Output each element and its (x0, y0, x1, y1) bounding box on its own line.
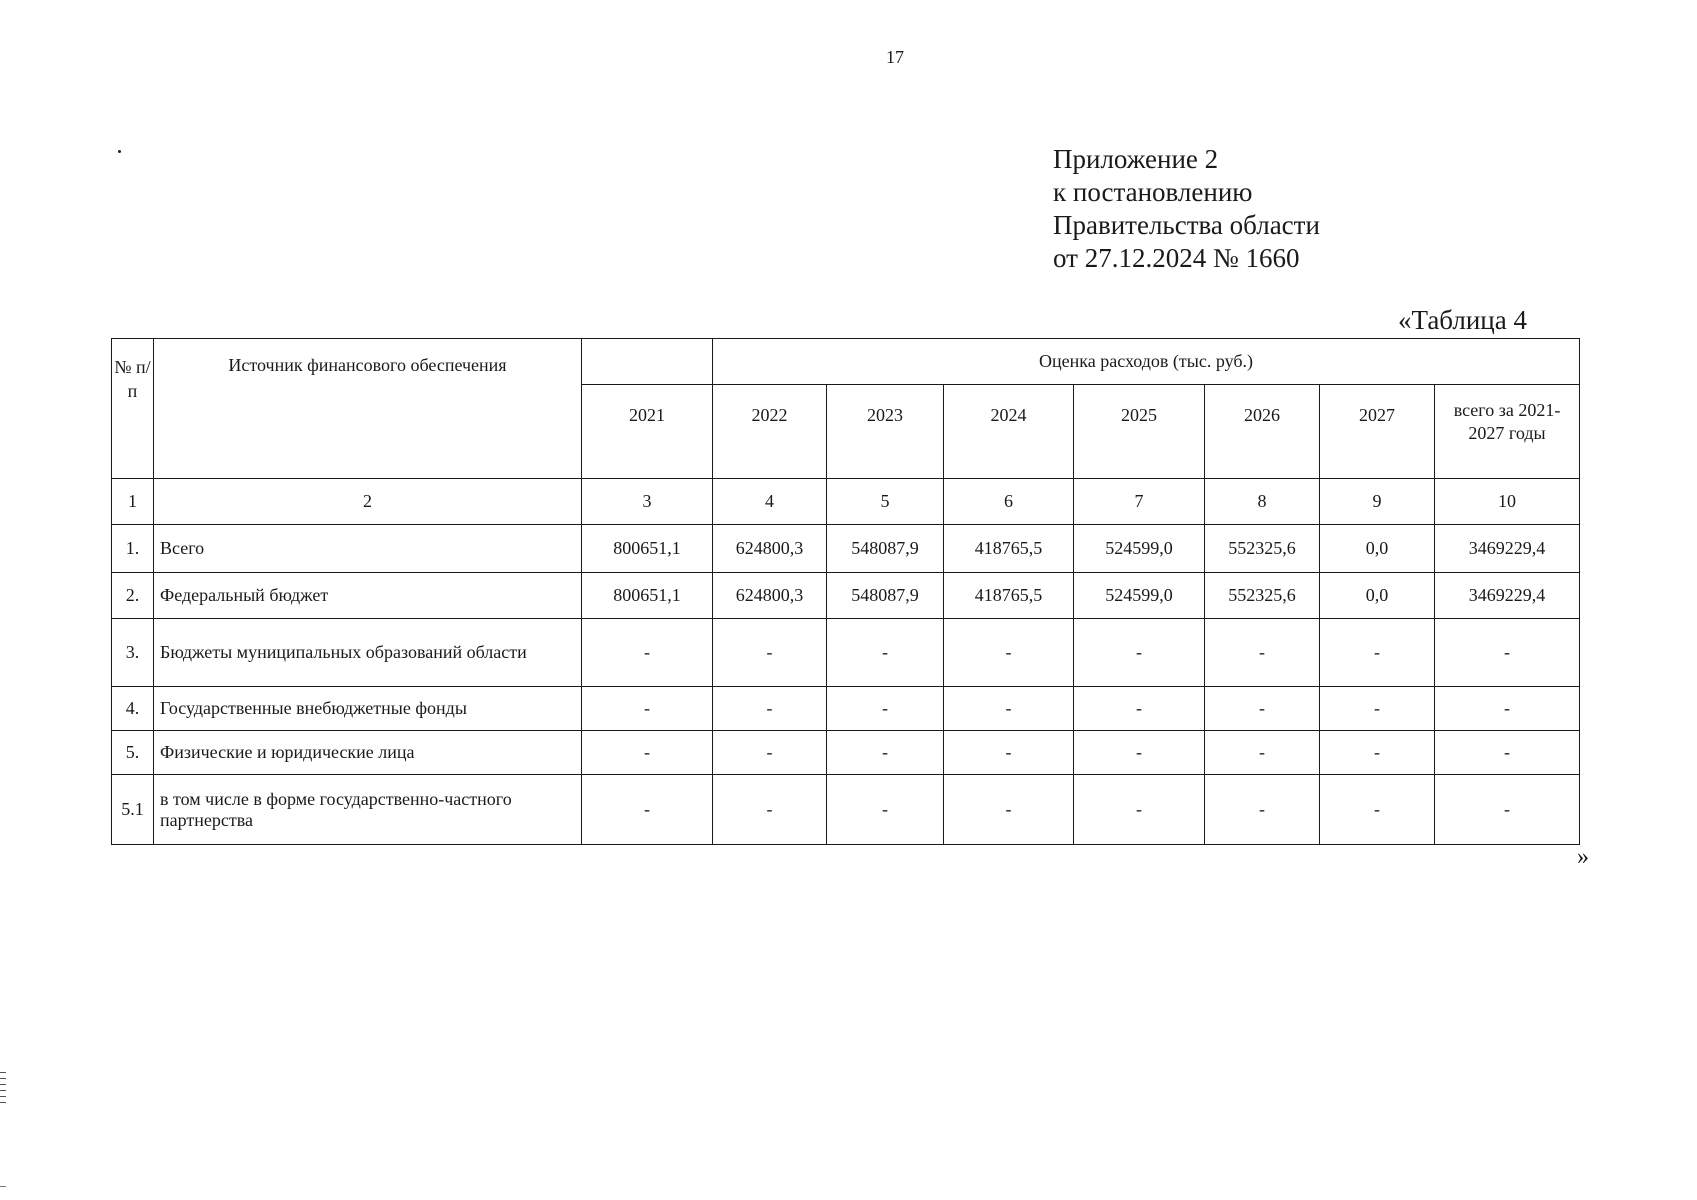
margin-ticks (0, 1072, 6, 1108)
closing-quote: » (1577, 844, 1589, 870)
year-header: 2027 (1320, 385, 1435, 479)
total-header: всего за 2021-2027 годы (1435, 385, 1580, 479)
row-number: 2. (112, 573, 154, 619)
row-value: - (1320, 731, 1435, 775)
year-header: 2021 (582, 385, 713, 479)
row-value: - (944, 775, 1074, 845)
row-source: Бюджеты муниципальных образований области (154, 619, 582, 687)
row-number: 5.1 (112, 775, 154, 845)
year-header: 2026 (1205, 385, 1320, 479)
row-value: - (1074, 619, 1205, 687)
row-source: Федеральный бюджет (154, 573, 582, 619)
row-value: - (582, 687, 713, 731)
table-label: «Таблица 4 (1398, 305, 1527, 335)
row-value: 800651,1 (582, 573, 713, 619)
table-row (112, 775, 1580, 845)
stray-dot (118, 150, 121, 153)
row-value: 418765,5 (944, 525, 1074, 573)
index-cell: 2 (154, 479, 582, 525)
row-number: 1. (112, 525, 154, 573)
row-source: Физические и юридические лица (154, 731, 582, 775)
row-value: - (1205, 687, 1320, 731)
row-value: - (582, 775, 713, 845)
row-value: - (827, 775, 944, 845)
row-value: - (713, 775, 827, 845)
row-value: - (1320, 687, 1435, 731)
row-value: - (827, 687, 944, 731)
row-value: - (1435, 687, 1580, 731)
row-value: 524599,0 (1074, 525, 1205, 573)
row-value: - (1205, 775, 1320, 845)
row-value: - (944, 619, 1074, 687)
index-cell: 5 (827, 479, 944, 525)
appendix-heading (1053, 143, 1320, 275)
row-value: - (713, 619, 827, 687)
year-header: 2023 (827, 385, 944, 479)
row-value: 524599,0 (1074, 573, 1205, 619)
table-row (112, 573, 1580, 619)
row-value: 624800,3 (713, 525, 827, 573)
index-cell: 8 (1205, 479, 1320, 525)
row-value: 0,0 (1320, 525, 1435, 573)
page-number: 17 (886, 47, 904, 67)
row-value: - (1074, 687, 1205, 731)
year-header: 2024 (944, 385, 1074, 479)
appendix-line-1: Приложение 2 (1053, 144, 1219, 174)
table-row (112, 525, 1580, 573)
row-value: - (1435, 731, 1580, 775)
row-source: Государственные внебюджетные фонды (154, 687, 582, 731)
header-estimate: Оценка расходов (тыс. руб.) (713, 339, 1580, 385)
row-value: - (713, 731, 827, 775)
row-value: 624800,3 (713, 573, 827, 619)
row-number: 3. (112, 619, 154, 687)
row-value: 548087,9 (827, 525, 944, 573)
row-number: 4. (112, 687, 154, 731)
table-row (112, 619, 1580, 687)
index-cell: 4 (713, 479, 827, 525)
header-source: Источник финансового обеспечения (154, 339, 582, 479)
row-value: - (944, 731, 1074, 775)
row-value: - (582, 619, 713, 687)
row-value: - (827, 731, 944, 775)
row-value: 0,0 (1320, 573, 1435, 619)
financing-table (111, 338, 1580, 845)
table-row (112, 687, 1580, 731)
table-row (112, 731, 1580, 775)
header-num: № п/п (112, 339, 154, 479)
row-value: - (1074, 731, 1205, 775)
row-value: 552325,6 (1205, 573, 1320, 619)
row-source: Всего (154, 525, 582, 573)
year-header: 2022 (713, 385, 827, 479)
row-value: - (1435, 619, 1580, 687)
row-value: - (1205, 731, 1320, 775)
row-value: - (1074, 775, 1205, 845)
index-row (112, 479, 1580, 525)
row-value: - (827, 619, 944, 687)
row-number: 5. (112, 731, 154, 775)
row-value: 3469229,4 (1435, 525, 1580, 573)
row-value: - (582, 731, 713, 775)
appendix-line-4: от 27.12.2024 № 1660 (1053, 243, 1300, 273)
row-value: - (1435, 775, 1580, 845)
row-value: 800651,1 (582, 525, 713, 573)
index-cell: 10 (1435, 479, 1580, 525)
row-value: - (1320, 775, 1435, 845)
index-cell: 7 (1074, 479, 1205, 525)
index-cell: 1 (112, 479, 154, 525)
header-blank (582, 339, 713, 385)
year-header: 2025 (1074, 385, 1205, 479)
index-cell: 9 (1320, 479, 1435, 525)
row-value: - (944, 687, 1074, 731)
appendix-line-2: к постановлению (1053, 177, 1253, 207)
row-value: 552325,6 (1205, 525, 1320, 573)
row-value: - (1320, 619, 1435, 687)
row-source: в том числе в форме государственно-частного партнерства (154, 775, 582, 845)
margin-mark (0, 1186, 6, 1187)
row-value: 418765,5 (944, 573, 1074, 619)
index-cell: 3 (582, 479, 713, 525)
row-value: - (713, 687, 827, 731)
row-value: - (1205, 619, 1320, 687)
row-value: 548087,9 (827, 573, 944, 619)
index-cell: 6 (944, 479, 1074, 525)
row-value: 3469229,4 (1435, 573, 1580, 619)
appendix-line-3: Правительства области (1053, 210, 1320, 240)
